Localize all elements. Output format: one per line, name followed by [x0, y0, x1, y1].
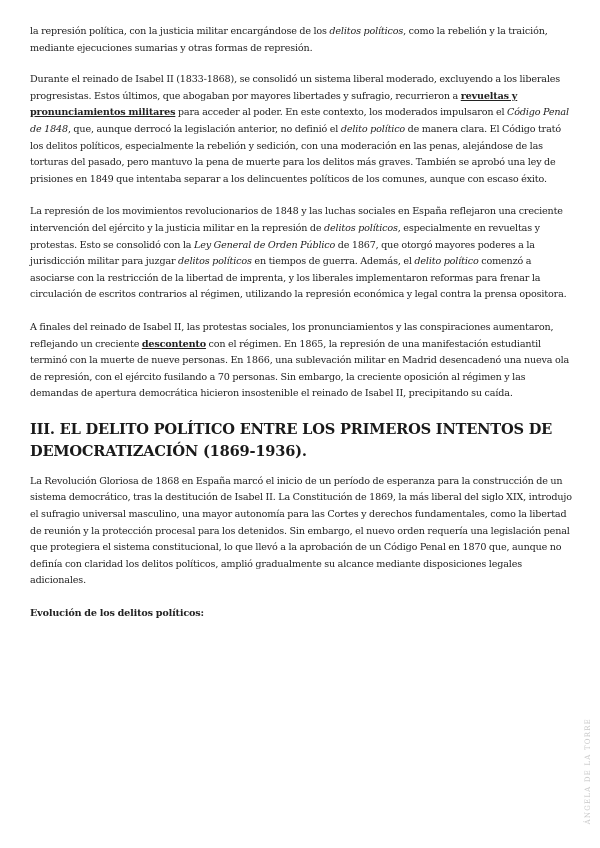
text-run: , como la rebelión y la traición, mediante ejecuciones sumarias y otras formas de represión.	[30, 26, 548, 54]
paragraph-intro	[30, 24, 572, 57]
paragraph-isabel-ii	[30, 72, 572, 188]
highlighted-term: descontento	[141, 338, 206, 350]
text-run: para acceder al poder. En este contexto, los moderados impulsaron el	[175, 107, 508, 119]
highlighted-term: revueltas y pronunciamientos militares	[30, 90, 518, 119]
text-run: en tiempos de guerra. Además, el	[251, 256, 415, 268]
text-run: de 1867, que otorgó mayores poderes a la jurisdicción militar para juzgar	[30, 239, 535, 268]
text-run: A finales del reinado de Isabel II, las protestas sociales, los pronunciamientos y las conspiraciones aumentaron, reflejando un creciente	[30, 321, 554, 350]
emphasis-term: delitos políticos	[329, 26, 404, 37]
emphasis-term: delitos políticos	[178, 256, 252, 268]
emphasis-term: delito político	[414, 256, 479, 268]
text-run: , que, aunque derrocó la legislación anterior, no definió el	[67, 123, 341, 135]
emphasis-term: Ley General de Orden Público	[193, 239, 336, 251]
text-run: de manera clara. El Código trató los delitos políticos, especialmente la rebelión y sedición, con una moderación en las penas, alejándose de las torturas del pasado, pero mantuvo la pena de muerte para los delitos más graves. También se aprobó una ley de prisiones en 1849 que intentaba separar a los delincuentes políticos de los comunes, aunque con escaso éxito.	[30, 123, 562, 185]
emphasis-term: delito político	[340, 123, 406, 135]
text-run: Durante el reinado de Isabel II (1833-1868), se consolidó un sistema liberal moderado, excluyendo a los liberales progresistas. Estos últimos, que abogaban por mayores libertades y sufragio, recurrieron a	[30, 74, 561, 102]
section-heading: III. EL DELITO POLÍTICO ENTRE LOS PRIMEROS INTENTOS DE DEMOCRATIZACIÓN (1869-1936).	[30, 420, 553, 461]
document-page	[30, 24, 572, 639]
paragraph-1848	[30, 204, 572, 304]
text-run: comenzó a asociarse con la restricción de la libertad de imprenta, y los liberales implementaron reformas para frenar la circulación de escritos contrarios al régimen, utilizando la represión económica y legal contra la prensa opositora.	[30, 256, 567, 301]
text-run: la represión política, con la justicia militar encargándose de los	[30, 26, 330, 37]
subheading: Evolución de los delitos políticos:	[30, 608, 204, 620]
text-run: con el régimen. En 1865, la represión de una manifestación estudiantil terminó con la muerte de nueve personas. En 1866, una sublevación militar en Madrid desencadenó una nueva ola de represión, con el ejército fusilando a 70 personas. Sin embargo, la creciente oposición al régimen y las demandas de apertura democrática hicieron insostenible el reinado de Isabel II, precipitando su caída.	[30, 338, 570, 400]
author-watermark: ÁNGELA DE LA TORRE	[584, 717, 592, 824]
emphasis-term: delitos políticos	[324, 222, 398, 234]
paragraph-revolucion-gloriosa: La Revolución Gloriosa de 1868 en España marcó el inicio de un período de esperanza para la construcción de un sistema democrático, tras la destitución de Isabel II. La Constitución de 1869, la más liberal del siglo XIX, introdujo el sufragio universal masculino, una mayor autonomía para las Cortes y derechos fundamentales, como la libertad de reunión y la protección procesal para los detenidos. Sin embargo, el nuevo orden requería una legislación penal que protegiera el sistema constitucional, lo que llevó a la aprobación de un Código Penal en 1870 que, aunque no definía con claridad los delitos políticos, amplió gradualmente su alcance mediante disposiciones legales adicionales.	[30, 475, 572, 587]
paragraph-end-reign	[30, 320, 572, 403]
text-run: La represión de los movimientos revolucionarios de 1848 y las luchas sociales en España reflejaron una creciente intervención del ejército y la justicia militar en la represión de	[30, 206, 563, 234]
text-run: , especialmente en revueltas y protestas. Esto se consolidó con la	[30, 222, 540, 251]
emphasis-term: Código Penal de 1848	[30, 107, 569, 135]
